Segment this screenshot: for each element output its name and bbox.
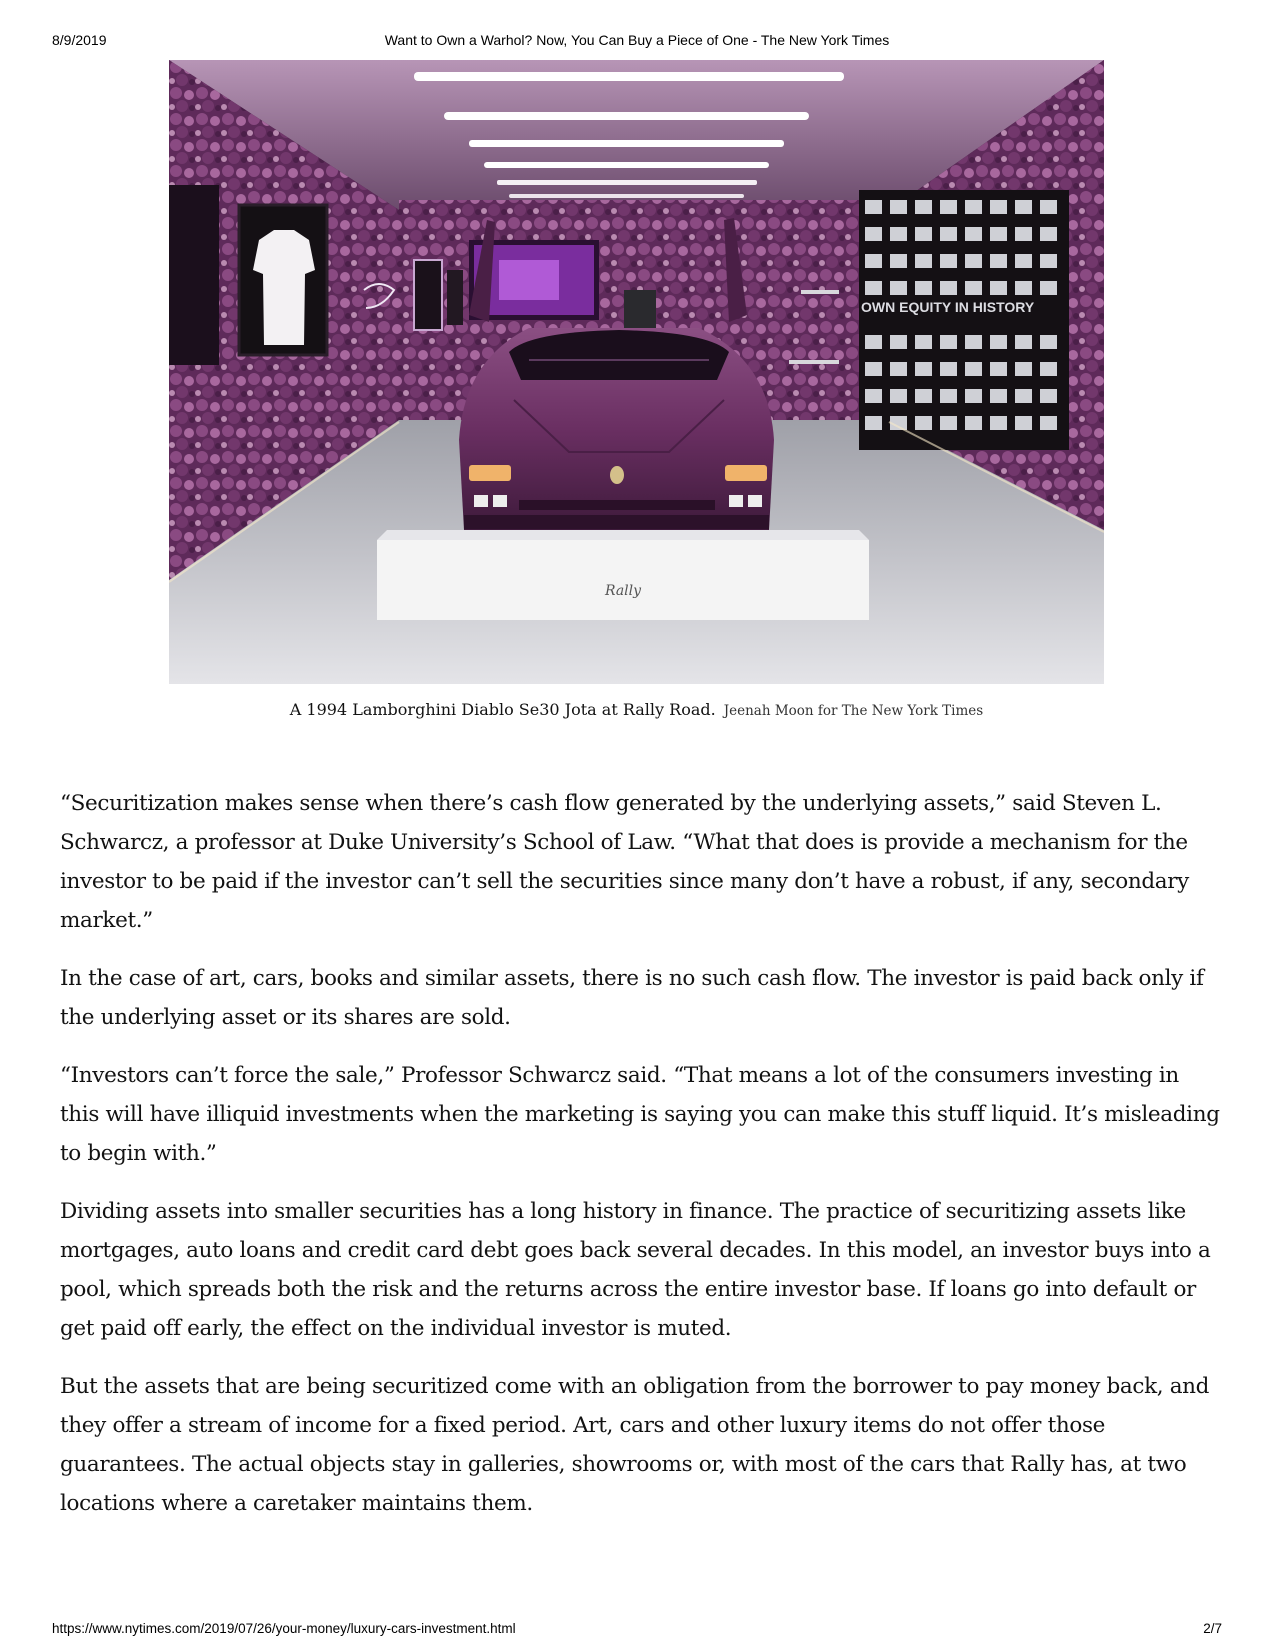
display-tile [1015, 416, 1032, 430]
display-tile [1015, 335, 1032, 349]
display-tile [915, 281, 932, 295]
display-tile [990, 362, 1007, 376]
display-tile [965, 281, 982, 295]
article-paragraph: “Securitization makes sense when there’s cash flow generated by the underlying assets,” said Steven L. Schwarcz, a professor at Duke University’s School of Law. “What that does is provide a mechanism for the investor to be paid if the investor can’t sell the securities since many don’t have a robust, if any, secondary market.” [60, 791, 1189, 933]
print-date: 8/9/2019 [52, 32, 107, 48]
display-tile [915, 416, 932, 430]
display-tile [965, 254, 982, 268]
display-tile [1015, 362, 1032, 376]
display-tile [940, 200, 957, 214]
display-tile [915, 335, 932, 349]
display-tile [890, 200, 907, 214]
display-tile [965, 362, 982, 376]
photo-caption [169, 700, 1104, 719]
display-tile [990, 389, 1007, 403]
display-tile [965, 416, 982, 430]
display-tile [990, 200, 1007, 214]
print-footer [52, 1621, 1222, 1639]
display-tile [890, 227, 907, 241]
display-tile [940, 254, 957, 268]
display-tile [1040, 389, 1057, 403]
caption-text: A 1994 Lamborghini Diablo Se30 Jota at Rally Road. [289, 700, 716, 719]
display-tile [965, 335, 982, 349]
print-header [52, 32, 1222, 50]
page-url: https://www.nytimes.com/2019/07/26/your-money/luxury-cars-investment.html [52, 1621, 516, 1636]
display-tile [890, 362, 907, 376]
display-tile [1040, 254, 1057, 268]
display-tile [915, 227, 932, 241]
display-tile [865, 254, 882, 268]
display-tile [940, 389, 957, 403]
display-tile [990, 416, 1007, 430]
display-tile [1040, 362, 1057, 376]
display-tile [990, 281, 1007, 295]
wall-sign-text: OWN EQUITY IN HISTORY [861, 299, 1035, 315]
display-tile [940, 281, 957, 295]
display-tile [865, 200, 882, 214]
display-tile [965, 389, 982, 403]
display-tile [1040, 416, 1057, 430]
display-tile [915, 362, 932, 376]
display-tile [940, 227, 957, 241]
display-tile [865, 281, 882, 295]
page-number: 2/7 [1203, 1621, 1222, 1636]
display-tile [865, 335, 882, 349]
display-tile [990, 254, 1007, 268]
display-tile [865, 416, 882, 430]
display-tile [1015, 281, 1032, 295]
display-tile [915, 254, 932, 268]
display-tile [890, 389, 907, 403]
article-paragraph: Dividing assets into smaller securities has a long history in finance. The practice of securitizing assets like mortgages, auto loans and credit card debt goes back several decades. In this model, an investor buys into a pool, which spreads both the risk and the returns across the entire investor base. If loans go into default or get paid off early, the effect on the individual investor is muted. [60, 1199, 1211, 1341]
display-tile [865, 227, 882, 241]
display-tile [1040, 200, 1057, 214]
display-tile [940, 335, 957, 349]
article-photo [169, 60, 1104, 684]
display-tile [1015, 200, 1032, 214]
display-tile [890, 335, 907, 349]
display-tile [865, 362, 882, 376]
display-tile [865, 389, 882, 403]
article-paragraph: But the assets that are being securitized come with an obligation from the borrower to pay money back, and they offer a stream of income for a fixed period. Art, cars and other luxury items do not offer those guarantees. The actual objects stay in galleries, showrooms or, with most of the cars that Rally has, at two locations where a caretaker maintains them. [60, 1374, 1210, 1516]
display-tile [890, 281, 907, 295]
display-tile [990, 227, 1007, 241]
display-tile [1040, 281, 1057, 295]
display-tile [915, 389, 932, 403]
plinth-logo: Rally [604, 583, 642, 599]
showroom-illustration [169, 60, 1104, 684]
display-tile [1040, 335, 1057, 349]
article-body [60, 784, 1220, 1542]
display-tile [990, 335, 1007, 349]
article-paragraph: In the case of art, cars, books and similar assets, there is no such cash flow. The investor is paid back only if the underlying asset or its shares are sold. [60, 966, 1204, 1030]
display-tile [965, 200, 982, 214]
display-tile [1040, 227, 1057, 241]
display-tile [915, 200, 932, 214]
display-tile [1015, 389, 1032, 403]
display-tile [965, 227, 982, 241]
display-tile [1015, 254, 1032, 268]
print-page-title: Want to Own a Warhol? Now, You Can Buy a Piece of One - The New York Times [384, 32, 890, 48]
article-paragraph: “Investors can’t force the sale,” Professor Schwarcz said. “That means a lot of the consumers investing in this will have illiquid investments when the marketing is saying you can make this stuff liquid. It’s misleading to begin with.” [60, 1063, 1220, 1166]
photo-credit: Jeenah Moon for The New York Times [723, 703, 984, 719]
display-tile [940, 416, 957, 430]
display-tile [1015, 227, 1032, 241]
display-tile [890, 254, 907, 268]
display-tile [940, 362, 957, 376]
